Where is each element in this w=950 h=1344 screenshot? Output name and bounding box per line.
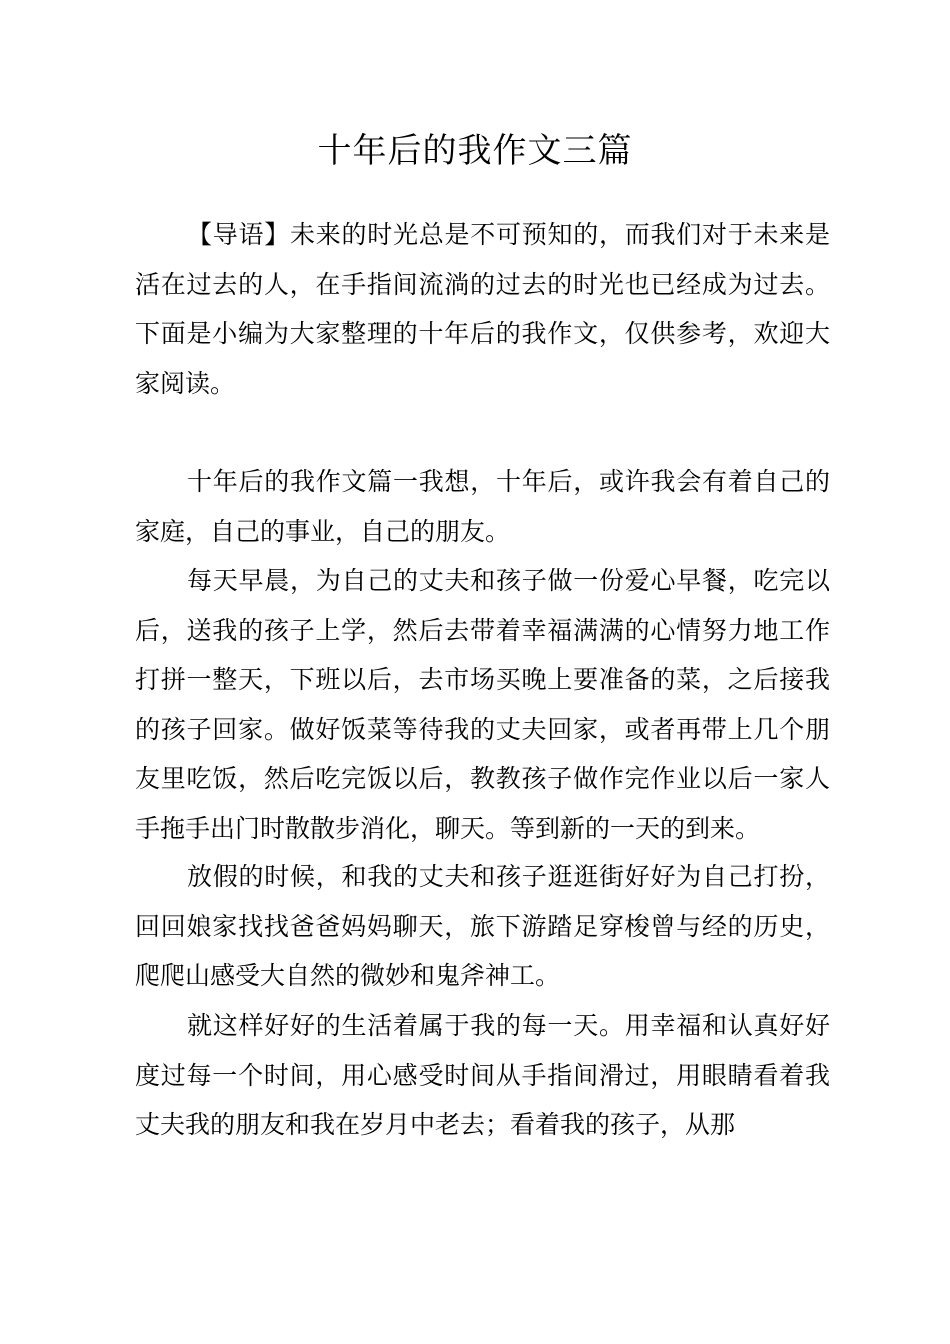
- essay-one-opening-block: [135, 457, 830, 556]
- paragraph-essay-one-opening: 十年后的我作文篇一我想，十年后，或许我会有着自己的家庭，自己的事业，自己的朋友。: [135, 467, 830, 546]
- intro-block: [135, 210, 830, 408]
- paragraph-intro: 【导语】未来的时光总是不可预知的，而我们对于未来是活在过去的人，在手指间流淌的过去的时光也已经成为过去。下面是小编为大家整理的十年后的我作文，仅供参考，欢迎大家阅读。: [135, 220, 830, 398]
- daily-life-block: [135, 1001, 830, 1150]
- document-title: 十年后的我作文三篇: [317, 131, 633, 171]
- holiday-block: [135, 852, 830, 1001]
- paragraph-daily-life: 就这样好好的生活着属于我的每一天。用幸福和认真好好度过每一个时间，用心感受时间从手指间滑过，用眼睛看着我丈夫我的朋友和我在岁月中老去；看着我的孩子，从那: [135, 1011, 830, 1139]
- paragraph-morning-routine: 每天早晨，为自己的丈夫和孩子做一份爱心早餐，吃完以后，送我的孩子上学，然后去带着幸福满满的心情努力地工作打拼一整天，下班以后，去市场买晚上要准备的菜，之后接我的孩子回家。做好饭菜等待我的丈夫回家，或者再带上几个朋友里吃饭，然后吃完饭以后，教教孩子做作完作业以后一家人手拖手出门时散散步消化，聊天。等到新的一天的到来。: [135, 566, 830, 843]
- morning-routine-block: [135, 556, 830, 853]
- paragraph-holiday: 放假的时候，和我的丈夫和孩子逛逛街好好为自己打扮，回回娘家找找爸爸妈妈聊天，旅下游踏足穿梭曾与经的历史，爬爬山感受大自然的微妙和鬼斧神工。: [135, 862, 830, 990]
